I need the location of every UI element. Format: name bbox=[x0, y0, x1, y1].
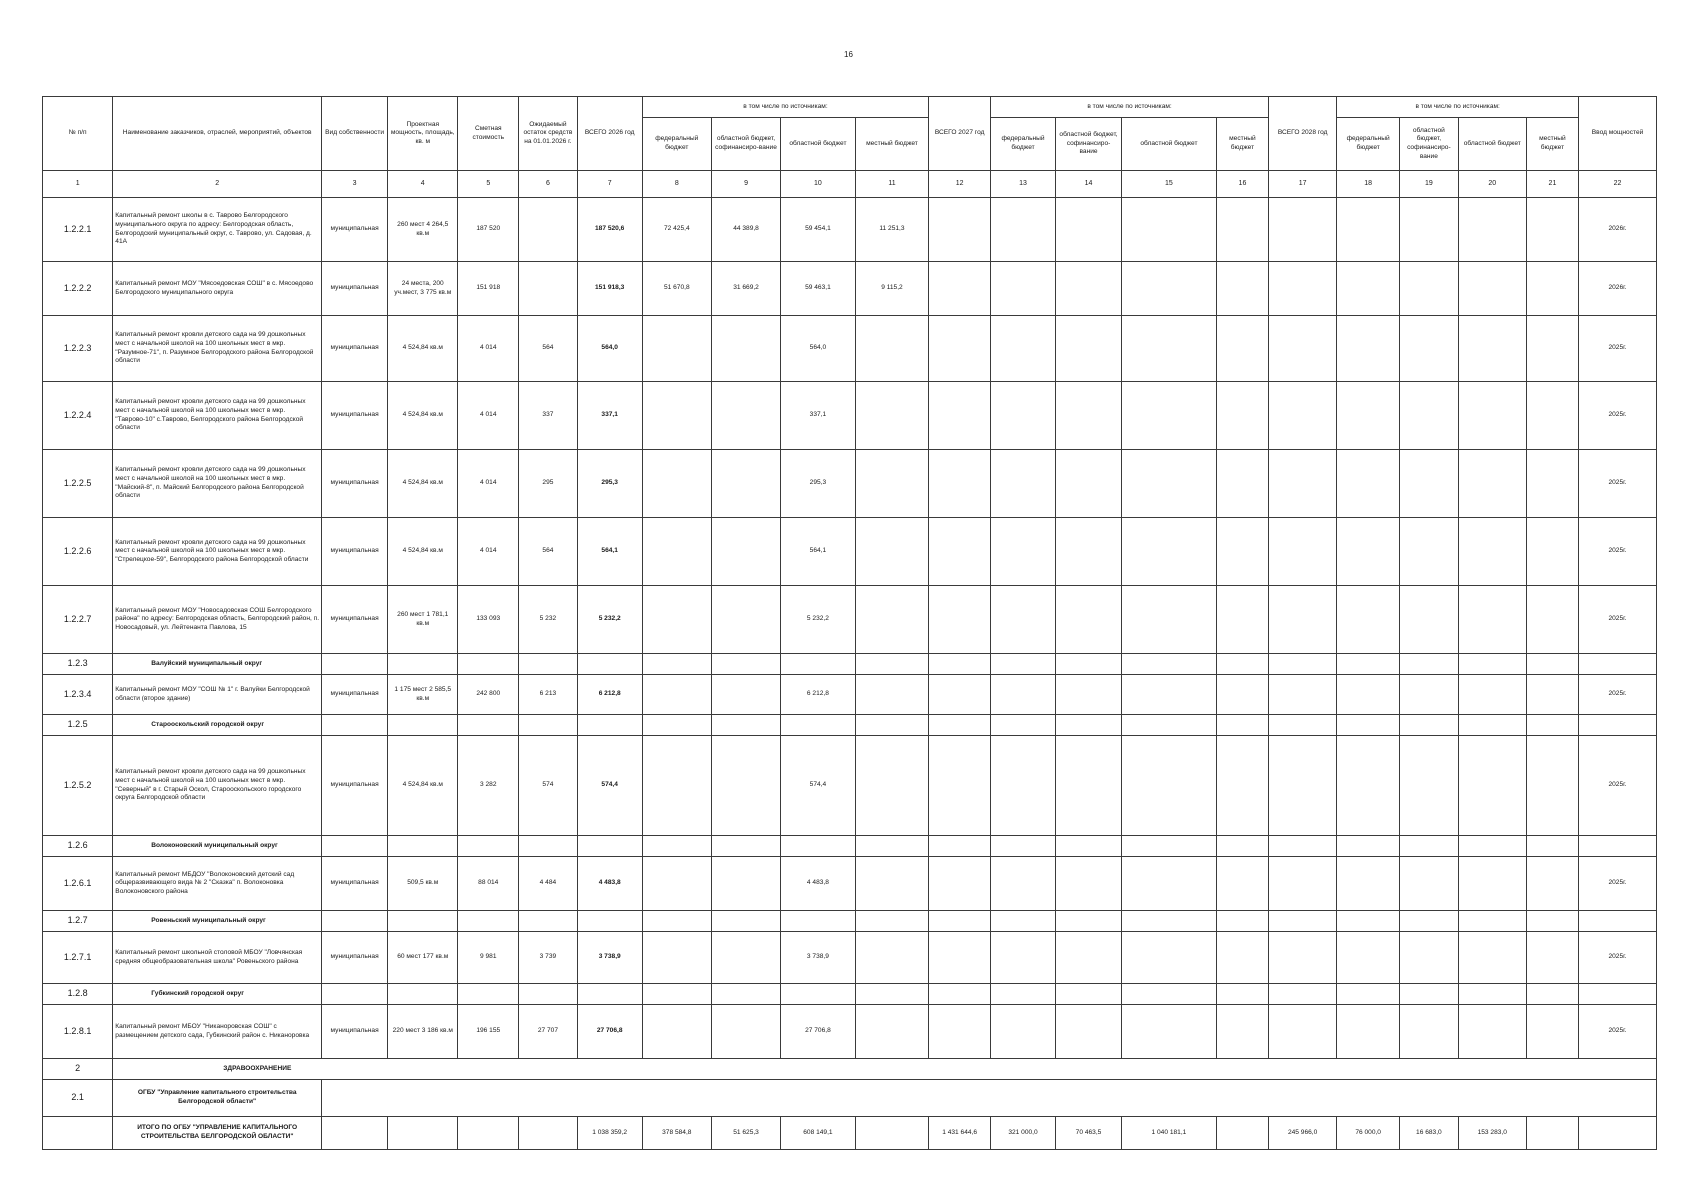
row-remainder: 4 484 bbox=[519, 857, 578, 911]
row-obl: 6 212,8 bbox=[781, 675, 856, 715]
row-obl: 59 463,1 bbox=[781, 262, 856, 316]
header-capacity: Проектная мощность, площадь, кв. м bbox=[388, 97, 458, 171]
row-year: 2025г. bbox=[1579, 857, 1657, 911]
table-row bbox=[43, 932, 1657, 984]
table-row bbox=[43, 198, 1657, 262]
header-num: № п/п bbox=[43, 97, 113, 171]
header-fed-2026: федеральный бюджет bbox=[642, 118, 711, 171]
header-row bbox=[43, 97, 1657, 118]
colnum: 8 bbox=[642, 171, 711, 198]
row-fed bbox=[642, 382, 711, 450]
section-name: Старооскольский городской округ bbox=[113, 715, 322, 736]
row-name: Капитальный ремонт школьной столовой МБОУ "Ловчянская средняя общеобразовательная школа" Ровеньского района bbox=[113, 932, 322, 984]
section-id: 1.2.5 bbox=[43, 715, 113, 736]
row-cofin: 31 669,2 bbox=[711, 262, 780, 316]
column-number-row bbox=[43, 171, 1657, 198]
row-capacity: 1 175 мест 2 585,5 кв.м bbox=[388, 675, 458, 715]
row-capacity: 24 места, 200 уч.мест, 3 775 кв.м bbox=[388, 262, 458, 316]
table-row bbox=[43, 450, 1657, 518]
row-id: 1.2.2.4 bbox=[43, 382, 113, 450]
row-id: 1.2.2.1 bbox=[43, 198, 113, 262]
total-c8: 378 584,8 bbox=[642, 1117, 711, 1150]
row-total: 574,4 bbox=[577, 736, 642, 836]
row-obl: 295,3 bbox=[781, 450, 856, 518]
header-fed-2027: федеральный бюджет bbox=[991, 118, 1056, 171]
total-name: ИТОГО ПО ОГБУ "УПРАВЛЕНИЕ КАПИТАЛЬНОГО СТРОИТЕЛЬСТВА БЕЛГОРОДСКОЙ ОБЛАСТИ" bbox=[113, 1117, 322, 1150]
total-c7: 1 038 359,2 bbox=[577, 1117, 642, 1150]
row-remainder: 564 bbox=[519, 518, 578, 586]
header-cofin-2027: областной бюджет, софинансиро-вание bbox=[1056, 118, 1122, 171]
colnum: 17 bbox=[1269, 171, 1337, 198]
section-name: ОГБУ "Управление капитального строительства Белгородской области" bbox=[113, 1080, 322, 1117]
total-c20: 153 283,0 bbox=[1458, 1117, 1526, 1150]
row-cost: 4 014 bbox=[458, 450, 519, 518]
row-obl: 564,0 bbox=[781, 316, 856, 382]
section-row bbox=[43, 1080, 1657, 1117]
row-name: Капитальный ремонт кровли детского сада на 99 дошкольных мест с начальной школой на 100 школьных мест в мкр. "Стрелецкое-59", Белгородского района Белгородской области bbox=[113, 518, 322, 586]
section-id: 2.1 bbox=[43, 1080, 113, 1117]
row-mest bbox=[855, 382, 929, 450]
row-name: Капитальный ремонт кровли детского сада на 99 дошкольных мест с начальной школой на 100 школьных мест в мкр. "Северный" в г. Старый Оскол, Старооскольского городского округа Белгородской области bbox=[113, 736, 322, 836]
colnum: 12 bbox=[929, 171, 991, 198]
row-id: 1.2.2.7 bbox=[43, 586, 113, 654]
row-year: 2025г. bbox=[1579, 586, 1657, 654]
colnum: 11 bbox=[855, 171, 929, 198]
row-mest bbox=[855, 450, 929, 518]
row-total: 564,1 bbox=[577, 518, 642, 586]
row-fed bbox=[642, 586, 711, 654]
row-remainder: 564 bbox=[519, 316, 578, 382]
row-capacity: 4 524,84 кв.м bbox=[388, 450, 458, 518]
row-obl: 59 454,1 bbox=[781, 198, 856, 262]
header-remainder: Ожидаемый остаток средств на 01.01.2026 г. bbox=[519, 97, 578, 171]
header-fed-2028: федеральный бюджет bbox=[1337, 118, 1400, 171]
colnum: 5 bbox=[458, 171, 519, 198]
colnum: 6 bbox=[519, 171, 578, 198]
row-remainder bbox=[519, 262, 578, 316]
row-year: 2026г. bbox=[1579, 198, 1657, 262]
section-name: ЗДРАВООХРАНЕНИЕ bbox=[113, 1059, 1657, 1080]
total-c19: 16 683,0 bbox=[1400, 1117, 1459, 1150]
row-capacity: 4 524,84 кв.м bbox=[388, 518, 458, 586]
row-obl: 574,4 bbox=[781, 736, 856, 836]
row-id: 1.2.7.1 bbox=[43, 932, 113, 984]
row-id: 1.2.3.4 bbox=[43, 675, 113, 715]
row-name: Капитальный ремонт кровли детского сада на 99 дошкольных мест с начальной школой на 100 школьных мест в мкр. "Майский-8", п. Майский Белгородского района Белгородской области bbox=[113, 450, 322, 518]
row-cost: 187 520 bbox=[458, 198, 519, 262]
total-c9: 51 625,3 bbox=[711, 1117, 780, 1150]
section-row bbox=[43, 836, 1657, 857]
row-total: 295,3 bbox=[577, 450, 642, 518]
row-remainder: 5 232 bbox=[519, 586, 578, 654]
row-obl: 337,1 bbox=[781, 382, 856, 450]
row-fed: 51 670,8 bbox=[642, 262, 711, 316]
row-year: 2025г. bbox=[1579, 382, 1657, 450]
table-row bbox=[43, 736, 1657, 836]
header-total-2028: ВСЕГО 2028 год bbox=[1269, 97, 1337, 171]
header-obl-2028: областной бюджет bbox=[1458, 118, 1526, 171]
row-id: 1.2.2.2 bbox=[43, 262, 113, 316]
row-ownership: муниципальная bbox=[322, 198, 388, 262]
section-name: Ровеньский муниципальный округ bbox=[113, 911, 322, 932]
table-row bbox=[43, 1005, 1657, 1059]
colnum: 10 bbox=[781, 171, 856, 198]
row-cofin bbox=[711, 382, 780, 450]
row-ownership: муниципальная bbox=[322, 1005, 388, 1059]
row-id: 1.2.5.2 bbox=[43, 736, 113, 836]
header-total-2026: ВСЕГО 2026 год bbox=[577, 97, 642, 171]
row-remainder: 27 707 bbox=[519, 1005, 578, 1059]
row-capacity: 60 мест 177 кв.м bbox=[388, 932, 458, 984]
colnum: 7 bbox=[577, 171, 642, 198]
row-cofin bbox=[711, 586, 780, 654]
colnum: 18 bbox=[1337, 171, 1400, 198]
row-name: Капитальный ремонт МБДОУ "Волоконовский детский сад общеразвивающего вида № 2 "Сказка" п. Волоконовка Волоконовского района bbox=[113, 857, 322, 911]
row-year: 2025г. bbox=[1579, 1005, 1657, 1059]
section-id: 1.2.3 bbox=[43, 654, 113, 675]
row-cofin: 44 389,8 bbox=[711, 198, 780, 262]
row-total: 187 520,6 bbox=[577, 198, 642, 262]
table-row bbox=[43, 857, 1657, 911]
row-total: 564,0 bbox=[577, 316, 642, 382]
colnum: 21 bbox=[1526, 171, 1578, 198]
section-name: Волоконовский муниципальный округ bbox=[113, 836, 322, 857]
row-ownership: муниципальная bbox=[322, 675, 388, 715]
row-year: 2025г. bbox=[1579, 316, 1657, 382]
row-obl: 564,1 bbox=[781, 518, 856, 586]
row-cofin bbox=[711, 450, 780, 518]
header-sources-2027: в том числе по источникам: bbox=[991, 97, 1269, 118]
row-name: Капитальный ремонт школы в с. Таврово Белгородского муниципального округа по адресу: Белгородская область, Белгородский муниципальный округ, с. Таврово, ул. Садовая, д. 41А bbox=[113, 198, 322, 262]
row-ownership: муниципальная bbox=[322, 857, 388, 911]
row-name: Капитальный ремонт МОУ "Мясоедовская СОШ" в с. Мясоедово Белгородского муниципального округа bbox=[113, 262, 322, 316]
row-fed: 72 425,4 bbox=[642, 198, 711, 262]
row-capacity: 220 мест 3 186 кв.м bbox=[388, 1005, 458, 1059]
row-mest: 9 115,2 bbox=[855, 262, 929, 316]
section-id: 1.2.8 bbox=[43, 984, 113, 1005]
row-capacity: 4 524,84 кв.м bbox=[388, 316, 458, 382]
header-name: Наименование заказчиков, отраслей, мероприятий, объектов bbox=[113, 97, 322, 171]
row-total: 4 483,8 bbox=[577, 857, 642, 911]
row-remainder: 574 bbox=[519, 736, 578, 836]
row-cost: 9 981 bbox=[458, 932, 519, 984]
header-sources-2026: в том числе по источникам: bbox=[642, 97, 929, 118]
row-remainder: 337 bbox=[519, 382, 578, 450]
section-row bbox=[43, 715, 1657, 736]
row-obl: 4 483,8 bbox=[781, 857, 856, 911]
table-row bbox=[43, 586, 1657, 654]
row-capacity: 4 524,84 кв.м bbox=[388, 382, 458, 450]
row-name: Капитальный ремонт МОУ "Новосадовская СОШ Белгородского района" по адресу: Белгородская область, Белгородский район, п. Новосадовый, ул. Лейтенанта Павлова, 15 bbox=[113, 586, 322, 654]
row-year: 2026г. bbox=[1579, 262, 1657, 316]
colnum: 16 bbox=[1216, 171, 1268, 198]
row-ownership: муниципальная bbox=[322, 262, 388, 316]
header-mest-2027: местный бюджет bbox=[1216, 118, 1268, 171]
total-c14: 70 463,5 bbox=[1056, 1117, 1122, 1150]
row-capacity: 4 524,84 кв.м bbox=[388, 736, 458, 836]
table-row bbox=[43, 316, 1657, 382]
header-total-2027: ВСЕГО 2027 год bbox=[929, 97, 991, 171]
row-total: 5 232,2 bbox=[577, 586, 642, 654]
colnum: 4 bbox=[388, 171, 458, 198]
investment-table bbox=[42, 96, 1657, 1150]
row-year: 2025г. bbox=[1579, 450, 1657, 518]
row-obl: 3 738,9 bbox=[781, 932, 856, 984]
row-name: Капитальный ремонт кровли детского сада на 99 дошкольных мест с начальной школой на 100 школьных мест в мкр. "Разумное-71", п. Разумное Белгородского района Белгородской области bbox=[113, 316, 322, 382]
row-remainder: 6 213 bbox=[519, 675, 578, 715]
header-sources-2028: в том числе по источникам: bbox=[1337, 97, 1579, 118]
row-id: 1.2.6.1 bbox=[43, 857, 113, 911]
row-mest: 11 251,3 bbox=[855, 198, 929, 262]
row-cofin bbox=[711, 518, 780, 586]
colnum: 9 bbox=[711, 171, 780, 198]
total-row bbox=[43, 1117, 1657, 1150]
row-cofin bbox=[711, 316, 780, 382]
section-id: 1.2.6 bbox=[43, 836, 113, 857]
row-year: 2025г. bbox=[1579, 675, 1657, 715]
row-ownership: муниципальная bbox=[322, 586, 388, 654]
section-row bbox=[43, 1059, 1657, 1080]
row-remainder: 295 bbox=[519, 450, 578, 518]
total-c10: 608 149,1 bbox=[781, 1117, 856, 1150]
row-cost: 133 093 bbox=[458, 586, 519, 654]
row-mest bbox=[855, 316, 929, 382]
row-total: 3 738,9 bbox=[577, 932, 642, 984]
section-id: 2 bbox=[43, 1059, 113, 1080]
colnum: 1 bbox=[43, 171, 113, 198]
row-cost: 4 014 bbox=[458, 316, 519, 382]
row-fed bbox=[642, 450, 711, 518]
row-total: 27 706,8 bbox=[577, 1005, 642, 1059]
colnum: 13 bbox=[991, 171, 1056, 198]
row-obl: 27 706,8 bbox=[781, 1005, 856, 1059]
row-name: Капитальный ремонт МБОУ "Никаноровская СОШ" с размещением детского сада, Губкинский район с. Никаноровка bbox=[113, 1005, 322, 1059]
row-cost: 151 918 bbox=[458, 262, 519, 316]
row-remainder: 3 739 bbox=[519, 932, 578, 984]
row-ownership: муниципальная bbox=[322, 316, 388, 382]
section-row bbox=[43, 654, 1657, 675]
row-capacity: 260 мест 4 264,5 кв.м bbox=[388, 198, 458, 262]
colnum: 19 bbox=[1400, 171, 1459, 198]
total-c17: 245 966,0 bbox=[1269, 1117, 1337, 1150]
row-ownership: муниципальная bbox=[322, 932, 388, 984]
row-cost: 3 282 bbox=[458, 736, 519, 836]
row-capacity: 260 мест 1 781,1 кв.м bbox=[388, 586, 458, 654]
row-cost: 242 800 bbox=[458, 675, 519, 715]
section-name: Валуйский муниципальный округ bbox=[113, 654, 322, 675]
colnum: 3 bbox=[322, 171, 388, 198]
colnum: 2 bbox=[113, 171, 322, 198]
row-capacity: 509,5 кв.м bbox=[388, 857, 458, 911]
row-id: 1.2.8.1 bbox=[43, 1005, 113, 1059]
header-cost: Сметная стоимость bbox=[458, 97, 519, 171]
section-row bbox=[43, 984, 1657, 1005]
total-c15: 1 040 181,1 bbox=[1122, 1117, 1217, 1150]
row-year: 2025г. bbox=[1579, 736, 1657, 836]
row-ownership: муниципальная bbox=[322, 518, 388, 586]
row-cost: 4 014 bbox=[458, 382, 519, 450]
colnum: 14 bbox=[1056, 171, 1122, 198]
row-ownership: муниципальная bbox=[322, 382, 388, 450]
row-remainder bbox=[519, 198, 578, 262]
row-fed bbox=[642, 316, 711, 382]
total-c12: 1 431 644,6 bbox=[929, 1117, 991, 1150]
header-obl-2026: областной бюджет bbox=[781, 118, 856, 171]
row-total: 6 212,8 bbox=[577, 675, 642, 715]
header-commissioning: Ввод мощностей bbox=[1579, 97, 1657, 171]
row-mest bbox=[855, 586, 929, 654]
header-ownership: Вид собственности bbox=[322, 97, 388, 171]
row-year: 2025г. bbox=[1579, 518, 1657, 586]
page-number: 16 bbox=[844, 50, 853, 59]
row-name: Капитальный ремонт кровли детского сада на 99 дошкольных мест с начальной школой на 100 школьных мест в мкр. "Таврово-10" с.Таврово, Белгородского района Белгородской области bbox=[113, 382, 322, 450]
row-id: 1.2.2.5 bbox=[43, 450, 113, 518]
section-name: Губкинский городской округ bbox=[113, 984, 322, 1005]
table-row bbox=[43, 518, 1657, 586]
row-cost: 4 014 bbox=[458, 518, 519, 586]
total-c13: 321 000,0 bbox=[991, 1117, 1056, 1150]
colnum: 20 bbox=[1458, 171, 1526, 198]
table-row bbox=[43, 382, 1657, 450]
table-row bbox=[43, 262, 1657, 316]
row-total: 337,1 bbox=[577, 382, 642, 450]
row-total: 151 918,3 bbox=[577, 262, 642, 316]
row-mest bbox=[855, 518, 929, 586]
row-ownership: муниципальная bbox=[322, 450, 388, 518]
row-obl: 5 232,2 bbox=[781, 586, 856, 654]
header-obl-2027: областной бюджет bbox=[1122, 118, 1217, 171]
section-id: 1.2.7 bbox=[43, 911, 113, 932]
row-year: 2025г. bbox=[1579, 932, 1657, 984]
row-cost: 88 014 bbox=[458, 857, 519, 911]
colnum: 22 bbox=[1579, 171, 1657, 198]
row-id: 1.2.2.6 bbox=[43, 518, 113, 586]
header-mest-2026: местный бюджет bbox=[855, 118, 929, 171]
total-c18: 76 000,0 bbox=[1337, 1117, 1400, 1150]
header-mest-2028: местный бюджет bbox=[1526, 118, 1578, 171]
row-name: Капитальный ремонт МОУ "СОШ № 1" г. Валуйки Белгородской области (второе здание) bbox=[113, 675, 322, 715]
section-row bbox=[43, 911, 1657, 932]
header-cofin-2028: областной бюджет, софинансиро-вание bbox=[1400, 118, 1459, 171]
row-id: 1.2.2.3 bbox=[43, 316, 113, 382]
row-cost: 196 155 bbox=[458, 1005, 519, 1059]
row-ownership: муниципальная bbox=[322, 736, 388, 836]
row-fed bbox=[642, 518, 711, 586]
table-row bbox=[43, 675, 1657, 715]
colnum: 15 bbox=[1122, 171, 1217, 198]
header-cofin-2026: областной бюджет, софинансиро-вание bbox=[711, 118, 780, 171]
